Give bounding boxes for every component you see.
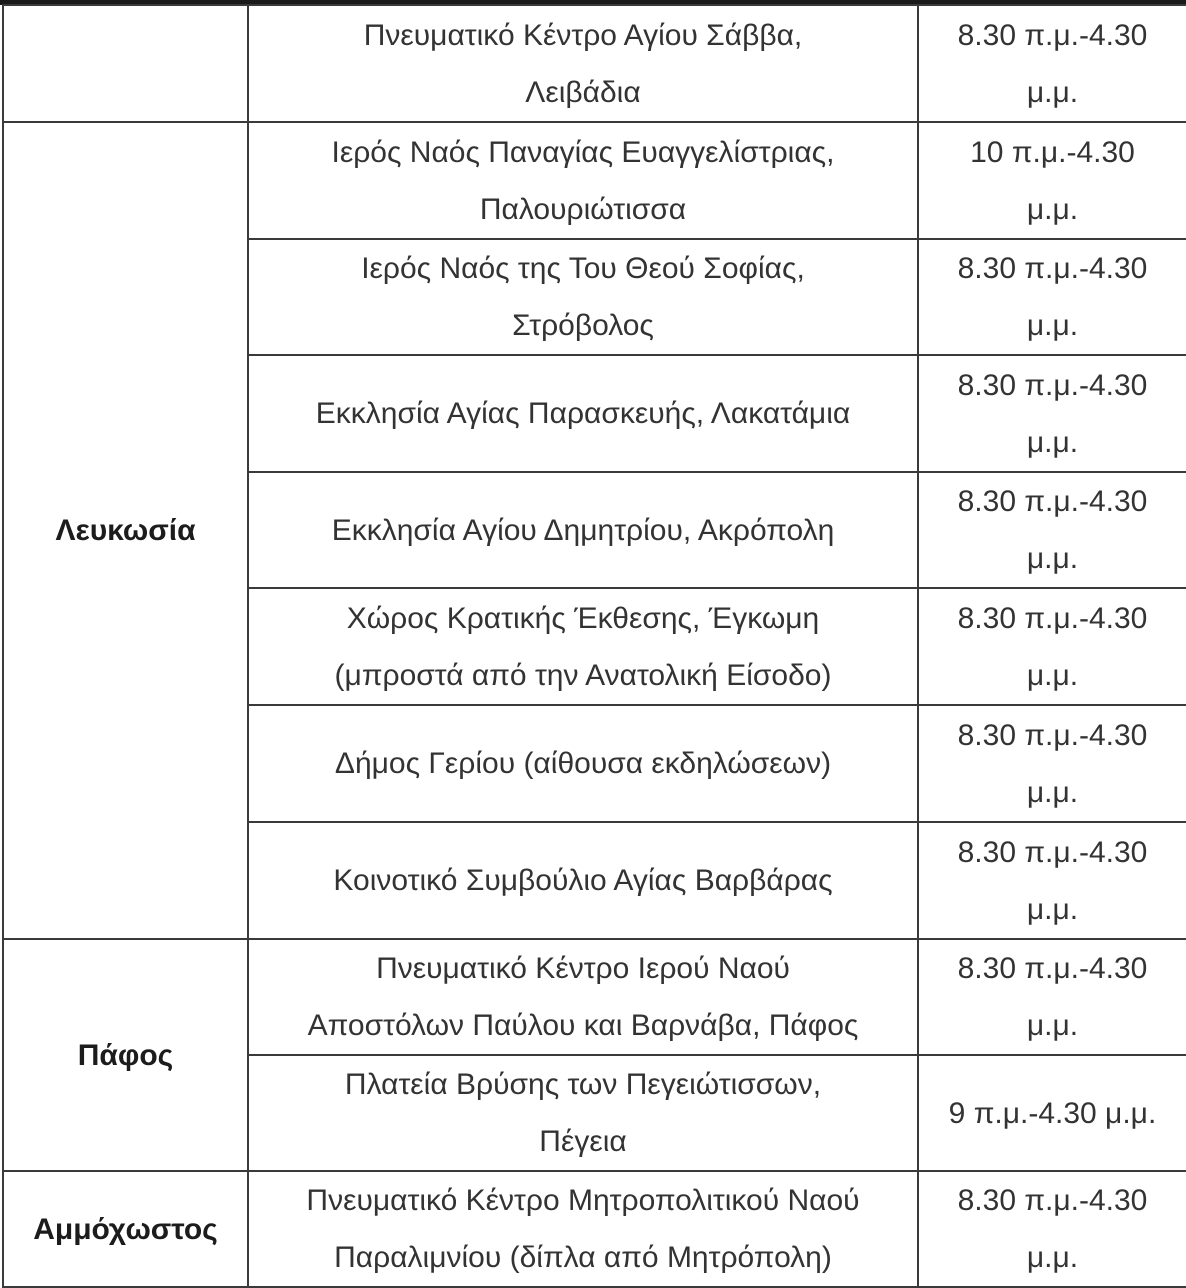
location-line: Λειβάδια: [525, 75, 641, 109]
location-line: Πνευματικό Κέντρο Μητροπολιτικού Ναού: [306, 1184, 860, 1217]
hours-line: μ.μ.: [1026, 75, 1079, 109]
district-cell-ammochostos: Αμμόχωστος: [3, 1171, 248, 1287]
location-line: Παλουριώτισσα: [479, 192, 687, 226]
hours-line: μ.μ.: [1026, 892, 1079, 926]
hours-line: 8.30 π.μ.-4.30: [957, 485, 1148, 518]
hours-line: 8.30 π.μ.-4.30: [957, 601, 1148, 635]
district-cell: [3, 5, 248, 122]
location-line: Εκκλησία Αγίου Δημητρίου, Ακρόπολη: [331, 513, 835, 547]
location-line: Δήμος Γερίου (αίθουσα εκδηλώσεων): [334, 747, 832, 780]
hours-cell: [918, 705, 1186, 822]
hours-cell: [918, 1171, 1186, 1287]
hours-line: μ.μ.: [1026, 425, 1079, 459]
table-row: [3, 122, 1186, 239]
location-line: Πλατεία Βρύσης των Πεγειώτισσων,: [344, 1068, 822, 1101]
hours-line: μ.μ.: [1026, 309, 1079, 342]
location-cell: [248, 355, 918, 472]
table-row: [3, 939, 1186, 1055]
location-cell: [248, 239, 918, 355]
location-line: Πνευματικό Κέντρο Αγίου Σάββα,: [363, 18, 803, 52]
location-line: Εκκλησία Αγίας Παρασκευής, Λακατάμια: [315, 397, 851, 430]
hours-line: 10 π.μ.-4.30: [970, 135, 1135, 169]
location-cell: [248, 472, 918, 588]
table-row: [3, 5, 1186, 122]
location-cell: [248, 122, 918, 239]
hours-line: 8.30 π.μ.-4.30: [957, 718, 1148, 752]
location-line: Παραλιμνίου (δίπλα από Μητρόπολη): [334, 1241, 832, 1274]
location-line: (μπροστά από την Ανατολική Είσοδο): [334, 658, 832, 692]
location-line: Ιερός Ναός της Του Θεού Σοφίας,: [361, 252, 805, 285]
hours-line: 8.30 π.μ.-4.30: [957, 1184, 1148, 1217]
hours-line: 9 π.μ.-4.30 μ.μ.: [948, 1096, 1157, 1130]
hours-cell: [918, 472, 1186, 588]
hours-cell: [918, 122, 1186, 239]
hours-line: 8.30 π.μ.-4.30: [957, 368, 1148, 402]
location-cell: [248, 939, 918, 1055]
hours-line: μ.μ.: [1026, 1241, 1079, 1274]
location-line: Ιερός Ναός Παναγίας Ευαγγελίστριας,: [331, 135, 835, 169]
district-cell-pafos: Πάφος: [3, 939, 248, 1171]
hours-cell: [918, 5, 1186, 122]
location-cell: [248, 5, 918, 122]
district-cell-lefkosia: Λευκωσία: [3, 122, 248, 939]
location-line: Χώρος Κρατικής Έκθεσης, Έγκωμη: [346, 601, 820, 635]
hours-cell: [918, 822, 1186, 939]
location-cell: [248, 588, 918, 705]
hours-line: 8.30 π.μ.-4.30: [957, 835, 1148, 869]
hours-line: 8.30 π.μ.-4.30: [957, 952, 1148, 985]
hours-cell: [918, 239, 1186, 355]
location-line: Πνευματικό Κέντρο Ιερού Ναού: [376, 952, 790, 985]
hours-line: μ.μ.: [1026, 192, 1079, 226]
location-line: Κοινοτικό Συμβούλιο Αγίας Βαρβάρας: [333, 864, 833, 897]
table-row: [3, 1171, 1186, 1287]
vaccination-schedule-table: [2, 4, 1186, 1288]
hours-line: 8.30 π.μ.-4.30: [957, 18, 1148, 52]
hours-cell: [918, 588, 1186, 705]
hours-line: μ.μ.: [1026, 1009, 1079, 1042]
hours-cell: [918, 939, 1186, 1055]
hours-line: μ.μ.: [1026, 542, 1079, 575]
location-cell: [248, 1171, 918, 1287]
location-line: Πέγεια: [539, 1125, 627, 1158]
hours-line: μ.μ.: [1026, 775, 1079, 809]
location-cell: [248, 822, 918, 939]
hours-line: μ.μ.: [1026, 658, 1079, 692]
location-line: Αποστόλων Παύλου και Βαρνάβα, Πάφος: [307, 1009, 859, 1042]
location-cell: [248, 1055, 918, 1171]
location-cell: [248, 705, 918, 822]
location-line: Στρόβολος: [512, 309, 654, 342]
hours-cell: [918, 1055, 1186, 1171]
hours-cell: [918, 355, 1186, 472]
hours-line: 8.30 π.μ.-4.30: [957, 252, 1148, 285]
